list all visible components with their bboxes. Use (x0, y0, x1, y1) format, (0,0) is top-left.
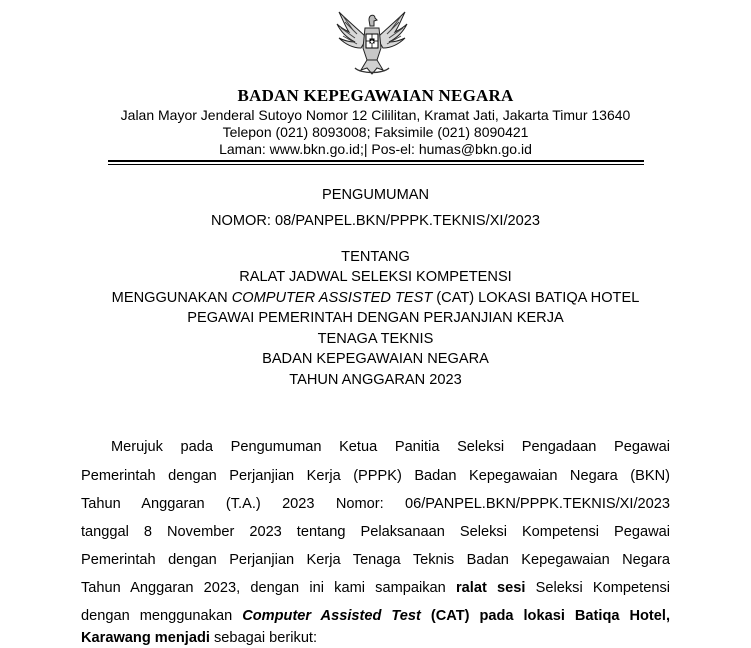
subject-line-4: TENAGA TEKNIS (317, 331, 434, 347)
body-line-6-a: Tahun Anggaran 2023, dengan ini kami sampaikan (81, 580, 456, 596)
body-line-6-c: Seleksi Kompetensi (525, 580, 670, 596)
letterhead-divider (108, 160, 644, 162)
body-line-2: Pemerintah dengan Perjanjian Kerja (PPPK) Badan Kepegawaian Negara (BKN) (81, 468, 670, 484)
letterhead-divider-thin (108, 164, 644, 165)
body-line-7-bold: (CAT) pada lokasi Batiqa Hotel, (420, 608, 670, 624)
subject-line-2-post: (CAT) LOKASI BATIQA HOTEL (432, 290, 640, 306)
subject-line-2 (0, 288, 751, 308)
subject-about: TENTANG (341, 249, 410, 265)
subject-line-2-pre: MENGGUNAKAN (111, 290, 232, 306)
subject-line-1: RALAT JADWAL SELEKSI KOMPETENSI (239, 269, 512, 285)
web-email-line: Laman: www.bkn.go.id;| Pos-el: humas@bkn.go.id (219, 141, 532, 157)
subject-line-3: PEGAWAI PEMERINTAH DENGAN PERJANJIAN KERJA (187, 310, 564, 326)
body-line-5: Pemerintah dengan Perjanjian Kerja Tenaga Teknis Badan Kepegawaian Negara (81, 552, 670, 568)
announcement-label: PENGUMUMAN (321, 187, 430, 203)
body-line-6 (81, 578, 670, 598)
body-line-7-a: dengan menggunakan (81, 608, 243, 624)
organization-name: BADAN KEPEGAWAIAN NEGARA (237, 86, 514, 105)
address-line: Jalan Mayor Jenderal Sutoyo Nomor 12 Cililitan, Kramat Jati, Jakarta Timur 13640 (120, 107, 631, 123)
body-line-1: Merujuk pada Pengumuman Ketua Panitia Seleksi Pengadaan Pegawai (111, 439, 670, 455)
garuda-emblem-icon (331, 8, 413, 80)
body-line-8-b: sebagai berikut: (209, 630, 318, 646)
body-line-7 (81, 606, 670, 626)
body-line-7-bold-italic: Computer Assisted Test (242, 608, 421, 624)
subject-line-2-italic: COMPUTER ASSISTED TEST (231, 290, 433, 306)
announcement-number: NOMOR: 08/PANPEL.BKN/PPPK.TEKNIS/XI/2023 (210, 213, 541, 229)
body-line-4: tanggal 8 November 2023 tentang Pelaksanaan Seleksi Kompetensi Pegawai (81, 524, 670, 540)
phone-line: Telepon (021) 8093008; Faksimile (021) 8090421 (222, 124, 529, 140)
body-line-8-bold: Karawang menjadi (81, 630, 210, 646)
body-line-8 (81, 628, 670, 648)
subject-line-5: BADAN KEPEGAWAIAN NEGARA (262, 351, 489, 367)
body-line-3: Tahun Anggaran (T.A.) 2023 Nomor: 06/PANPEL.BKN/PPPK.TEKNIS/XI/2023 (81, 496, 670, 512)
subject-line-6: TAHUN ANGGARAN 2023 (289, 372, 462, 388)
body-line-6-bold: ralat sesi (455, 580, 526, 596)
